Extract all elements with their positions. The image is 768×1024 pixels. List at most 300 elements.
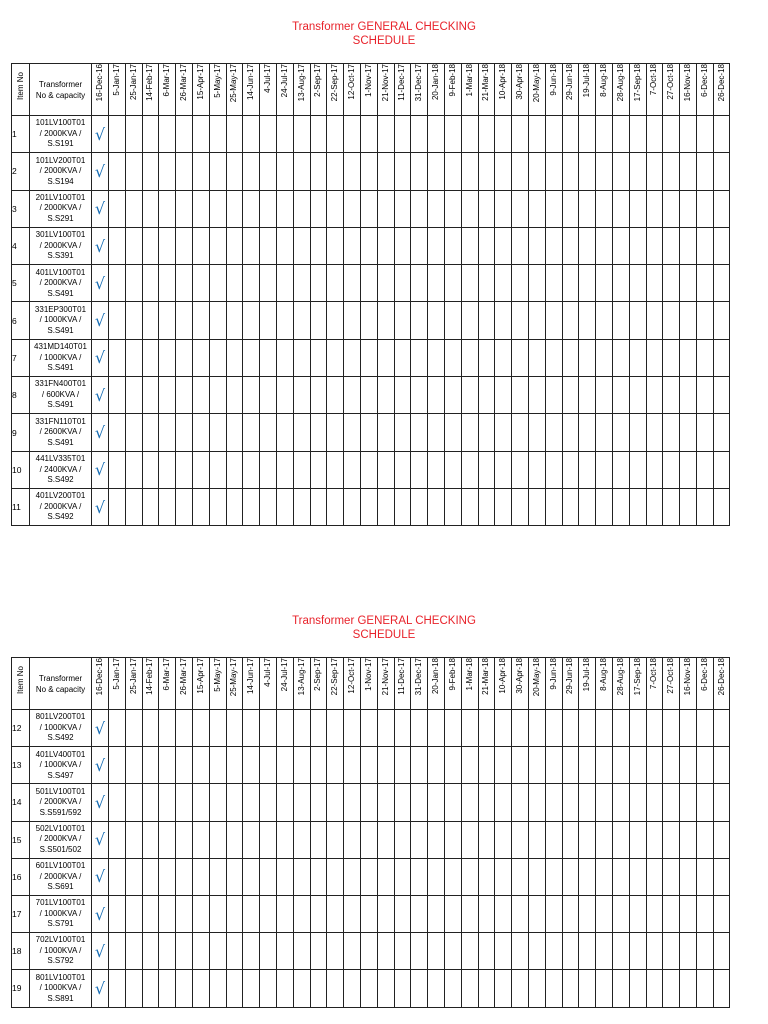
table-row [12, 414, 730, 451]
schedule-cell [629, 784, 646, 821]
date-label: 14-Jun-17 [246, 658, 256, 695]
schedule-cell [596, 451, 613, 488]
schedule-cell [377, 710, 394, 747]
schedule-cell [226, 895, 243, 932]
schedule-cell [125, 414, 142, 451]
schedule-cell [176, 710, 193, 747]
schedule-cell [663, 377, 680, 414]
schedule-cell [545, 265, 562, 302]
schedule-cell [579, 895, 596, 932]
schedule-cell [512, 190, 529, 227]
schedule-cell [478, 784, 495, 821]
schedule-cell [360, 302, 377, 339]
date-column-header [495, 658, 512, 710]
schedule-cell [411, 710, 428, 747]
date-column-header [394, 64, 411, 116]
date-label: 5-Jan-17 [111, 658, 121, 690]
schedule-cell [562, 265, 579, 302]
schedule-cell [394, 747, 411, 784]
schedule-cell [680, 858, 697, 895]
schedule-cell [596, 821, 613, 858]
schedule-cell [444, 302, 461, 339]
schedule-cell [512, 414, 529, 451]
schedule-cell [360, 190, 377, 227]
schedule-cell [545, 933, 562, 970]
schedule-cell [562, 858, 579, 895]
schedule-cell [512, 153, 529, 190]
item-number: 1 [12, 116, 30, 153]
table-row [12, 302, 730, 339]
schedule-cell [528, 414, 545, 451]
schedule-cell [176, 227, 193, 264]
schedule-cell [260, 821, 277, 858]
schedule-cell [461, 858, 478, 895]
schedule-cell [461, 116, 478, 153]
schedule-cell [579, 933, 596, 970]
schedule-cell [411, 747, 428, 784]
schedule-cell [176, 265, 193, 302]
schedule-cell [596, 488, 613, 525]
schedule-cell [461, 933, 478, 970]
transformer-name-line: S.S291 [47, 213, 74, 223]
schedule-cell [663, 190, 680, 227]
schedule-cell [276, 116, 293, 153]
schedule-cell [344, 339, 361, 376]
schedule-cell [310, 488, 327, 525]
schedule-cell [327, 451, 344, 488]
check-mark: √ [92, 227, 109, 264]
transformer-name-line: 401LV200T01 [35, 491, 86, 501]
transformer-name [30, 488, 92, 525]
schedule-cell [159, 933, 176, 970]
schedule-cell [142, 339, 159, 376]
schedule-cell [461, 451, 478, 488]
schedule-cell [461, 895, 478, 932]
schedule-cell [276, 339, 293, 376]
schedule-cell [159, 265, 176, 302]
schedule-cell [680, 153, 697, 190]
transformer-name-line: 201LV100T01 [35, 192, 86, 202]
transformer-name-line: / 1000KVA / [39, 983, 82, 993]
schedule-cell [596, 339, 613, 376]
schedule-cell [512, 227, 529, 264]
schedule-cell [293, 488, 310, 525]
transformer-header-line1: Transformer [38, 673, 83, 683]
schedule-cell [663, 747, 680, 784]
schedule-cell [663, 302, 680, 339]
schedule-cell [243, 970, 260, 1007]
schedule-cell [226, 265, 243, 302]
schedule-cell [192, 895, 209, 932]
check-mark: √ [92, 895, 109, 932]
schedule-cell [495, 190, 512, 227]
date-label: 10-Apr-18 [498, 658, 508, 694]
schedule-cell [394, 451, 411, 488]
schedule-cell [713, 895, 730, 932]
schedule-cell [260, 153, 277, 190]
table-row [12, 190, 730, 227]
check-mark: √ [92, 821, 109, 858]
transformer-name-line: / 2000KVA / [39, 501, 82, 511]
date-column-header [109, 64, 126, 116]
schedule-table [11, 63, 730, 526]
date-column-header [512, 64, 529, 116]
schedule-cell [344, 190, 361, 227]
schedule-cell [579, 784, 596, 821]
schedule-cell [276, 414, 293, 451]
schedule-cell [411, 970, 428, 1007]
schedule-cell [109, 747, 126, 784]
schedule-cell [209, 970, 226, 1007]
schedule-cell [176, 377, 193, 414]
table-row [12, 227, 730, 264]
schedule-cell [713, 784, 730, 821]
schedule-cell [125, 858, 142, 895]
schedule-cell [260, 339, 277, 376]
schedule-cell [159, 970, 176, 1007]
schedule-cell [327, 190, 344, 227]
schedule-cell [663, 710, 680, 747]
schedule-cell [612, 858, 629, 895]
schedule-cell [461, 414, 478, 451]
schedule-cell [528, 227, 545, 264]
schedule-cell [243, 710, 260, 747]
schedule-cell [478, 821, 495, 858]
schedule-title-line2: SCHEDULE [352, 629, 416, 641]
schedule-cell [192, 710, 209, 747]
schedule-cell [109, 821, 126, 858]
schedule-cell [243, 858, 260, 895]
schedule-cell [596, 858, 613, 895]
date-column-header [444, 658, 461, 710]
schedule-cell [159, 190, 176, 227]
schedule-cell [192, 488, 209, 525]
schedule-cell [276, 858, 293, 895]
item-number: 3 [12, 190, 30, 227]
schedule-cell [696, 265, 713, 302]
schedule-cell [444, 933, 461, 970]
schedule-cell [713, 858, 730, 895]
schedule-cell [444, 821, 461, 858]
date-column-header [562, 658, 579, 710]
schedule-cell [276, 153, 293, 190]
date-label: 24-Jul-17 [279, 64, 289, 98]
schedule-cell [696, 933, 713, 970]
schedule-cell [495, 377, 512, 414]
schedule-cell [260, 970, 277, 1007]
date-column-header [612, 658, 629, 710]
schedule-cell [428, 970, 445, 1007]
schedule-cell [478, 747, 495, 784]
schedule-cell [528, 265, 545, 302]
check-mark: √ [92, 451, 109, 488]
date-label: 8-Aug-18 [599, 64, 608, 97]
schedule-cell [512, 710, 529, 747]
schedule-cell [260, 784, 277, 821]
schedule-cell [528, 153, 545, 190]
schedule-cell [226, 784, 243, 821]
schedule-cell [327, 488, 344, 525]
schedule-cell [109, 488, 126, 525]
schedule-cell [192, 933, 209, 970]
schedule-cell [629, 970, 646, 1007]
schedule-cell [293, 784, 310, 821]
schedule-cell [680, 970, 697, 1007]
schedule-cell [646, 302, 663, 339]
schedule-cell [209, 784, 226, 821]
schedule-cell [545, 747, 562, 784]
date-label: 31-Dec-17 [414, 658, 424, 696]
transformer-header-line1: Transformer [38, 79, 83, 89]
schedule-cell [495, 747, 512, 784]
date-column-header [209, 64, 226, 116]
date-label: 26-Mar-17 [179, 64, 189, 101]
schedule-title [0, 614, 768, 642]
schedule-cell [428, 414, 445, 451]
item-number: 13 [12, 747, 30, 784]
schedule-cell [629, 747, 646, 784]
schedule-cell [562, 821, 579, 858]
transformer-name-line: / 2000KVA / [39, 797, 82, 807]
date-column-header [394, 658, 411, 710]
transformer-header-line2: No & capacity [35, 90, 86, 100]
transformer-name-line: S.S391 [47, 251, 74, 261]
schedule-cell [394, 710, 411, 747]
schedule-cell [411, 377, 428, 414]
transformer-name-line: S.S492 [47, 512, 74, 522]
transformer-name-line: / 2400KVA / [39, 464, 82, 474]
schedule-cell [176, 414, 193, 451]
check-mark: √ [92, 710, 109, 747]
date-column-header [276, 64, 293, 116]
transformer-name-line: / 2000KVA / [39, 278, 82, 288]
schedule-cell [377, 153, 394, 190]
date-column-header [512, 658, 529, 710]
date-column-header [663, 64, 680, 116]
schedule-cell [663, 339, 680, 376]
schedule-cell [276, 190, 293, 227]
schedule-cell [159, 153, 176, 190]
schedule-cell [411, 414, 428, 451]
schedule-cell [109, 153, 126, 190]
schedule-cell [629, 933, 646, 970]
date-column-header [142, 64, 159, 116]
schedule-cell [142, 895, 159, 932]
check-mark: √ [92, 970, 109, 1007]
schedule-cell [327, 933, 344, 970]
date-label: 6-Dec-18 [699, 64, 709, 97]
schedule-cell [394, 302, 411, 339]
schedule-cell [545, 710, 562, 747]
schedule-cell [495, 858, 512, 895]
schedule-cell [377, 265, 394, 302]
schedule-cell [377, 451, 394, 488]
schedule-cell [209, 302, 226, 339]
schedule-cell [159, 116, 176, 153]
schedule-cell [629, 265, 646, 302]
schedule-cell [176, 784, 193, 821]
schedule-cell [377, 747, 394, 784]
table-row [12, 933, 730, 970]
schedule-cell [495, 821, 512, 858]
schedule-cell [663, 451, 680, 488]
schedule-cell [596, 710, 613, 747]
schedule-cell [713, 970, 730, 1007]
schedule-cell [377, 414, 394, 451]
schedule-cell [495, 339, 512, 376]
schedule-cell [327, 302, 344, 339]
schedule-cell [226, 710, 243, 747]
schedule-cell [713, 414, 730, 451]
schedule-cell [109, 451, 126, 488]
schedule-cell [444, 190, 461, 227]
schedule-cell [428, 339, 445, 376]
schedule-cell [276, 227, 293, 264]
date-label: 4-Jul-17 [263, 64, 273, 93]
schedule-cell [512, 451, 529, 488]
schedule-cell [579, 153, 596, 190]
schedule-cell [629, 377, 646, 414]
schedule-cell [478, 858, 495, 895]
schedule-cell [680, 339, 697, 376]
schedule-cell [109, 895, 126, 932]
schedule-cell [696, 116, 713, 153]
transformer-name-line: S.S194 [47, 176, 74, 186]
transformer-name-line: S.S491 [47, 400, 74, 410]
schedule-cell [176, 116, 193, 153]
table-header-row [12, 658, 730, 710]
schedule-cell [528, 302, 545, 339]
schedule-cell [713, 488, 730, 525]
schedule-cell [310, 339, 327, 376]
schedule-cell [612, 710, 629, 747]
transformer-name [30, 116, 92, 153]
schedule-cell [226, 747, 243, 784]
schedule-cell [512, 970, 529, 1007]
schedule-cell [545, 895, 562, 932]
schedule-cell [428, 858, 445, 895]
schedule-cell [142, 414, 159, 451]
schedule-cell [461, 302, 478, 339]
schedule-cell [344, 895, 361, 932]
schedule-cell [444, 858, 461, 895]
date-label: 5-May-17 [212, 64, 222, 98]
schedule-cell [478, 970, 495, 1007]
schedule-cell [579, 302, 596, 339]
schedule-cell [663, 784, 680, 821]
schedule-cell [545, 339, 562, 376]
schedule-cell [293, 190, 310, 227]
schedule-cell [176, 153, 193, 190]
schedule-cell [226, 116, 243, 153]
date-column-header [125, 658, 142, 710]
transformer-name-line: / 2000KVA / [39, 240, 82, 250]
date-label: 9-Jun-18 [548, 658, 558, 690]
schedule-cell [327, 377, 344, 414]
schedule-cell [680, 377, 697, 414]
schedule-cell [629, 858, 646, 895]
schedule-cell [444, 488, 461, 525]
schedule-cell [596, 933, 613, 970]
schedule-cell [327, 116, 344, 153]
schedule-cell [226, 377, 243, 414]
schedule-cell [293, 747, 310, 784]
schedule-cell [260, 710, 277, 747]
schedule-cell [612, 747, 629, 784]
date-label: 2-Sep-17 [313, 64, 323, 97]
item-number: 14 [12, 784, 30, 821]
schedule-cell [411, 895, 428, 932]
schedule-cell [545, 821, 562, 858]
date-column-header [495, 64, 512, 116]
schedule-cell [461, 377, 478, 414]
schedule-cell [562, 339, 579, 376]
date-column-header [713, 658, 730, 710]
schedule-cell [176, 933, 193, 970]
schedule-cell [260, 227, 277, 264]
check-mark: √ [92, 339, 109, 376]
schedule-cell [377, 933, 394, 970]
transformer-name [30, 190, 92, 227]
date-label: 20-May-18 [531, 64, 541, 103]
schedule-cell [562, 488, 579, 525]
date-label: 28-Aug-18 [615, 658, 625, 696]
item-no-header-label: Item No [15, 71, 25, 100]
date-label: 14-Feb-17 [145, 658, 155, 695]
schedule-cell [411, 858, 428, 895]
schedule-cell [377, 784, 394, 821]
item-number: 16 [12, 858, 30, 895]
item-number: 4 [12, 227, 30, 264]
schedule-cell [545, 377, 562, 414]
transformer-name-line: 331FN400T01 [34, 379, 87, 389]
schedule-cell [327, 710, 344, 747]
schedule-cell [713, 265, 730, 302]
schedule-cell [444, 265, 461, 302]
schedule-cell [159, 414, 176, 451]
transformer-name-line: 101LV100T01 [35, 118, 86, 128]
schedule-cell [528, 821, 545, 858]
schedule-cell [344, 933, 361, 970]
date-label: 2-Sep-17 [313, 658, 323, 691]
schedule-cell [394, 339, 411, 376]
schedule-cell [260, 858, 277, 895]
schedule-cell [696, 970, 713, 1007]
date-label: 25-May-17 [229, 658, 239, 697]
check-mark: √ [92, 784, 109, 821]
date-label: 21-Mar-18 [481, 658, 491, 695]
schedule-cell [579, 710, 596, 747]
date-label: 20-May-18 [531, 658, 541, 697]
schedule-cell [226, 933, 243, 970]
schedule-cell [461, 970, 478, 1007]
schedule-cell [109, 858, 126, 895]
schedule-cell [428, 747, 445, 784]
schedule-cell [612, 265, 629, 302]
schedule-cell [209, 339, 226, 376]
schedule-cell [528, 747, 545, 784]
schedule-cell [109, 227, 126, 264]
transformer-name [30, 377, 92, 414]
schedule-cell [461, 339, 478, 376]
schedule-cell [377, 821, 394, 858]
schedule-cell [562, 784, 579, 821]
schedule-cell [528, 190, 545, 227]
schedule-cell [209, 190, 226, 227]
schedule-cell [545, 970, 562, 1007]
schedule-cell [327, 339, 344, 376]
transformer-name-line: 601LV100T01 [35, 861, 86, 871]
